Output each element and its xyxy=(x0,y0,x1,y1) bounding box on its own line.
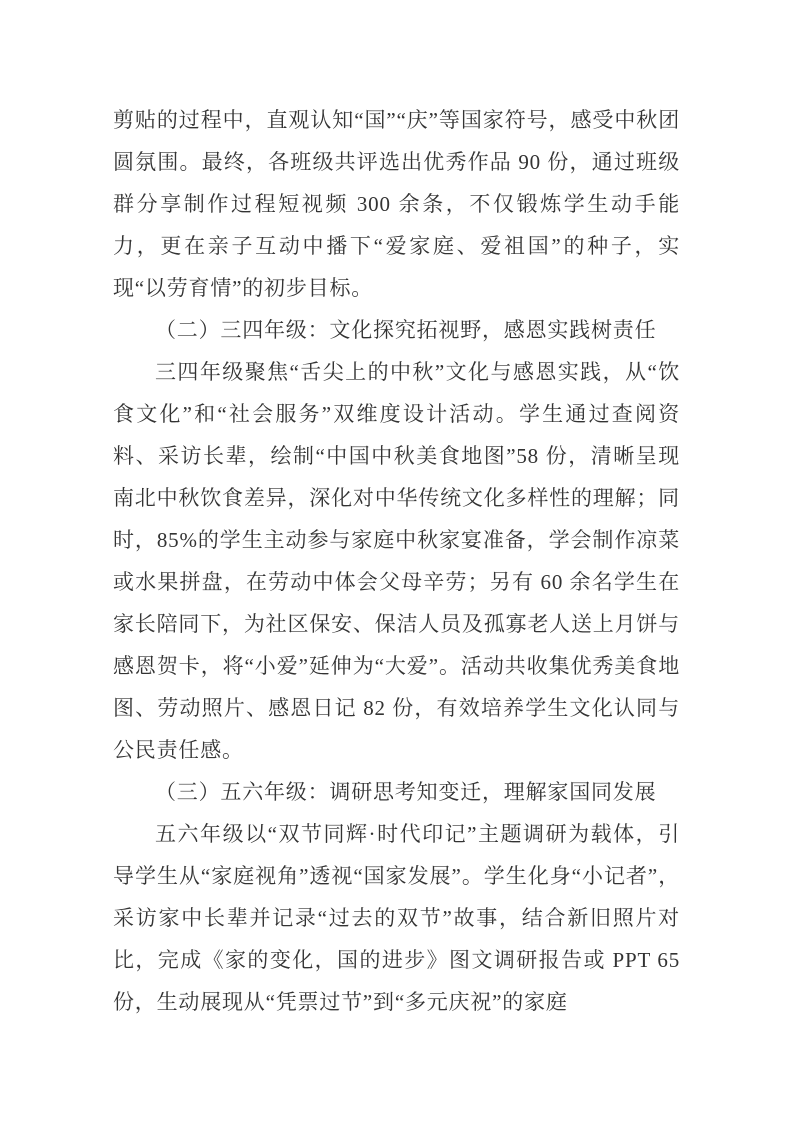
paragraph-grade34-activities: 三四年级聚焦“舌尖上的中秋”文化与感恩实践，从“饮食文化”和“社会服务”双维度设计活动。学生通过查阅资料、采访长辈，绘制“中国中秋美食地图”58 份，清晰呈现南北中秋饮食差异，深化对中华传统文化多样性的理解；同时，85%的学生主动参与家庭中秋家宴准备，学会制作凉菜或水果拼盘，在劳动中体会父母辛劳；另有 60 余名学生在家长陪同下，为社区保安、保洁人员及孤寡老人送上月饼与感恩贺卡，将“小爱”延伸为“大爱”。活动共收集优秀美食地图、劳动照片、感恩日记 82 份，有效培养学生文化认同与公民责任感。 xyxy=(113,360,680,762)
section-heading-grade56: （三）五六年级：调研思考知变迁，理解家国同发展 xyxy=(155,780,657,804)
section-heading-grade34: （二）三四年级：文化探究拓视野，感恩实践树责任 xyxy=(155,318,657,342)
paragraph-continuation-grade12-results: 剪贴的过程中，直观认知“国”“庆”等国家符号，感受中秋团圆氛围。最终，各班级共评选出优秀作品 90 份，通过班级群分享制作过程短视频 300 余条，不仅锻炼学生动手能力，更在亲子互动中播下“爱家庭、爱祖国”的种子，实现“以劳育情”的初步目标。 xyxy=(113,108,680,300)
paragraph-grade56-activities: 五六年级以“双节同辉·时代印记”主题调研为载体，引导学生从“家庭视角”透视“国家发展”。学生化身“小记者”，采访家中长辈并记录“过去的双节”故事，结合新旧照片对比，完成《家的变化，国的进步》图文调研报告或 PPT 65 份，生动展现从“凭票过节”到“多元庆祝”的家庭 xyxy=(113,822,680,1014)
document-text-block xyxy=(113,99,680,1023)
